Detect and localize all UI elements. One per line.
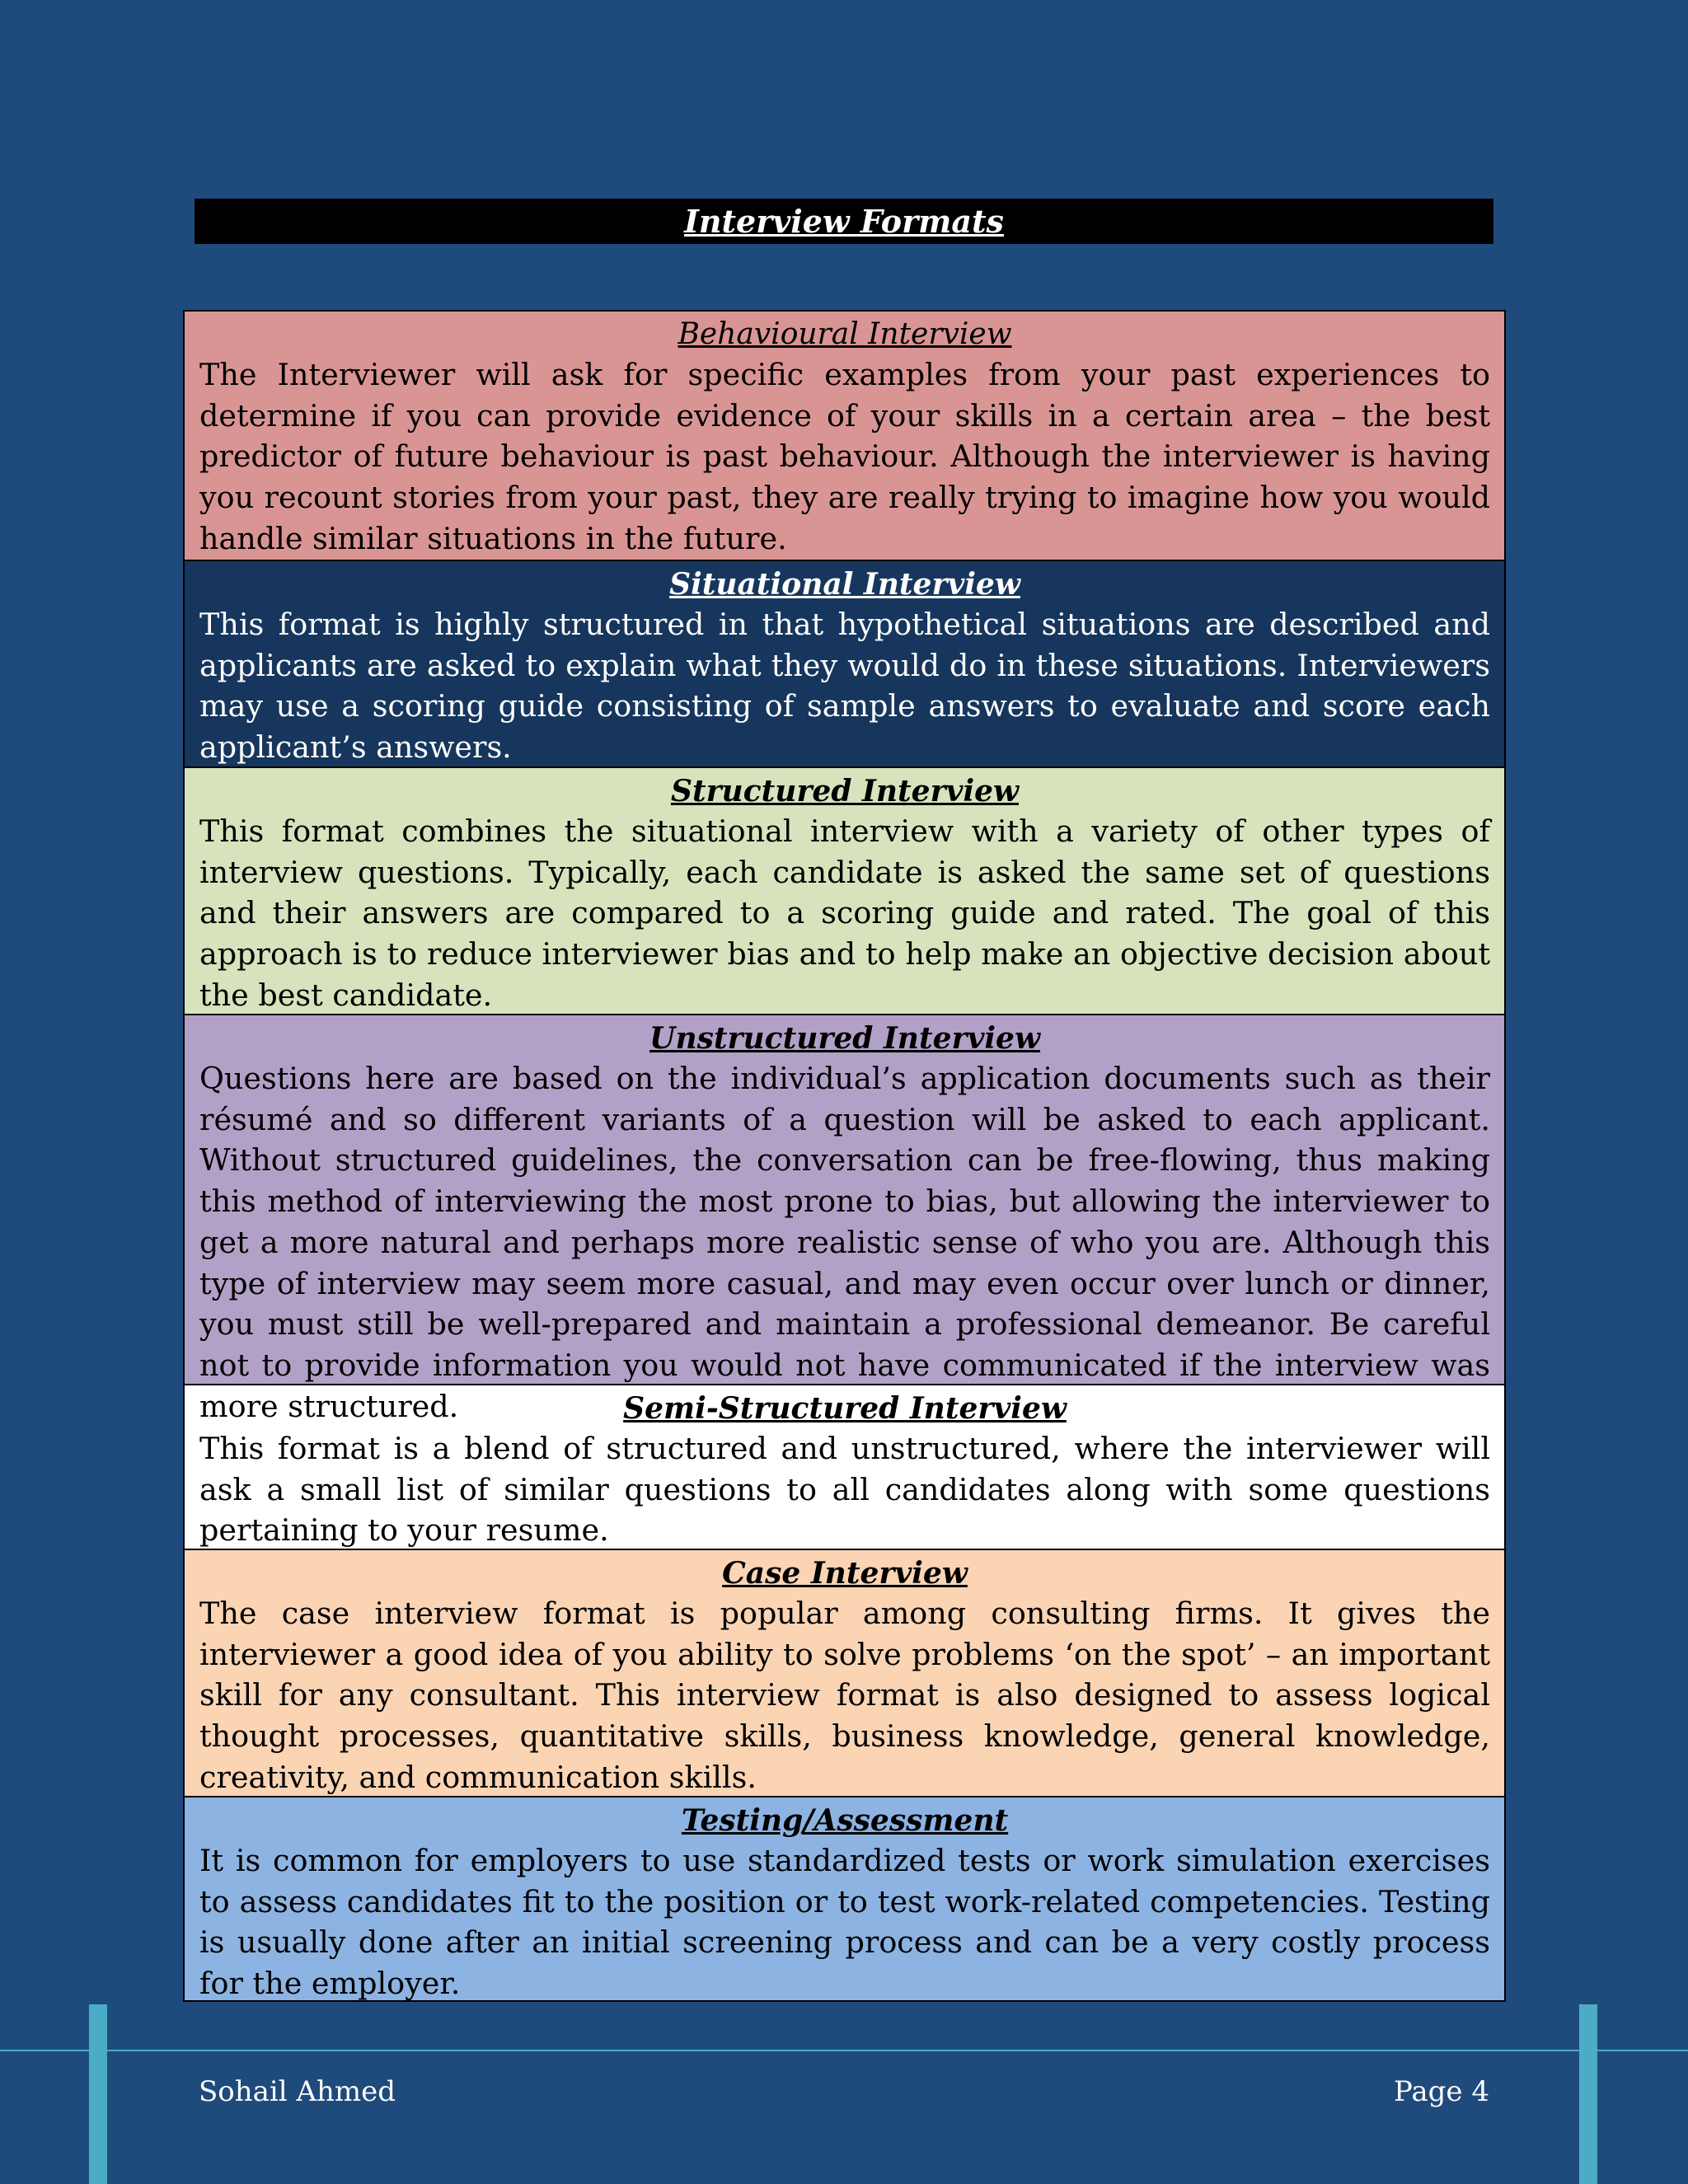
section-body: This format is a blend of structured and unstructured, where the interviewer will ask a small list of similar questions to all candidates along with some questions pertaining to your resume. bbox=[199, 1431, 1490, 1549]
footer-page-number: Page 4 bbox=[1394, 2075, 1489, 2108]
section-heading: Testing/Assessment bbox=[681, 1803, 1009, 1838]
section-body: Questions here are based on the individual’s application documents such as their résumé and so different variants of a question will be asked to each applicant. Without structured guidelines, the conversation can be free-flowing, thus making this method of interviewing the most prone to bias, but allowing the interviewer to get a more natural and perhaps more realistic sense of who you are. Although this type of interview may seem more casual, and may even occur over lunch or dinner, you must still be well-prepared and maintain a professional demeanor. Be careful not to provide information you would not have communicated if the interview was more structured. bbox=[199, 1061, 1490, 1424]
page-title: Interview Formats bbox=[684, 202, 1004, 240]
title-bar bbox=[195, 199, 1493, 244]
section-body: It is common for employers to use standardized tests or work simulation exercises to assess candidates fit to the position or to test work-related competencies. Testing is usually done after an initial screening process and can be a very costly process for the employer. bbox=[199, 1843, 1490, 2002]
left-accent-bar bbox=[89, 2004, 107, 2184]
footer-author: Sohail Ahmed bbox=[199, 2075, 396, 2108]
section-structured-interview bbox=[185, 766, 1504, 1014]
section-heading: Unstructured Interview bbox=[649, 1021, 1040, 1056]
section-body: The Interviewer will ask for specific examples from your past experiences to determine if you can provide evidence of your skills in a certain area – the best predictor of future behaviour is past behaviour. Although the interviewer is having you recount stories from your past, they are really trying to imagine how you would handle similar situations in the future. bbox=[199, 357, 1490, 556]
section-heading: Situational Interview bbox=[669, 567, 1020, 602]
section-body: This format is highly structured in that hypothetical situations are described and applicants are asked to explain what they would do in these situations. Interviewers may use a scoring guide consisting of sample answers to evaluate and score each applicant’s answers. bbox=[199, 607, 1490, 766]
section-behavioural-interview bbox=[185, 312, 1504, 560]
footer-divider bbox=[0, 2050, 1688, 2051]
right-accent-bar bbox=[1579, 2004, 1597, 2184]
section-heading: Behavioural Interview bbox=[678, 317, 1012, 351]
section-case-interview bbox=[185, 1549, 1504, 1796]
section-situational-interview bbox=[185, 560, 1504, 766]
section-heading: Semi-Structured Interview bbox=[623, 1391, 1067, 1426]
interview-formats-table bbox=[183, 310, 1506, 2002]
section-testing-assessment bbox=[185, 1796, 1504, 2000]
section-heading: Case Interview bbox=[722, 1556, 968, 1591]
section-body: The case interview format is popular among consulting firms. It gives the interviewer a good idea of you ability to solve problems ‘on the spot’ – an important skill for any consultant. This interview format is also designed to assess logical thought processes, quantitative skills, business knowledge, general knowledge, creativity, and communication skills. bbox=[199, 1596, 1490, 1795]
section-body: This format combines the situational interview with a variety of other types of interview questions. Typically, each candidate is asked the same set of questions and their answers are compared to a scoring guide and rated. The goal of this approach is to reduce interviewer bias and to help make an objective decision about the best candidate. bbox=[199, 813, 1490, 1013]
section-heading: Structured Interview bbox=[670, 774, 1020, 808]
